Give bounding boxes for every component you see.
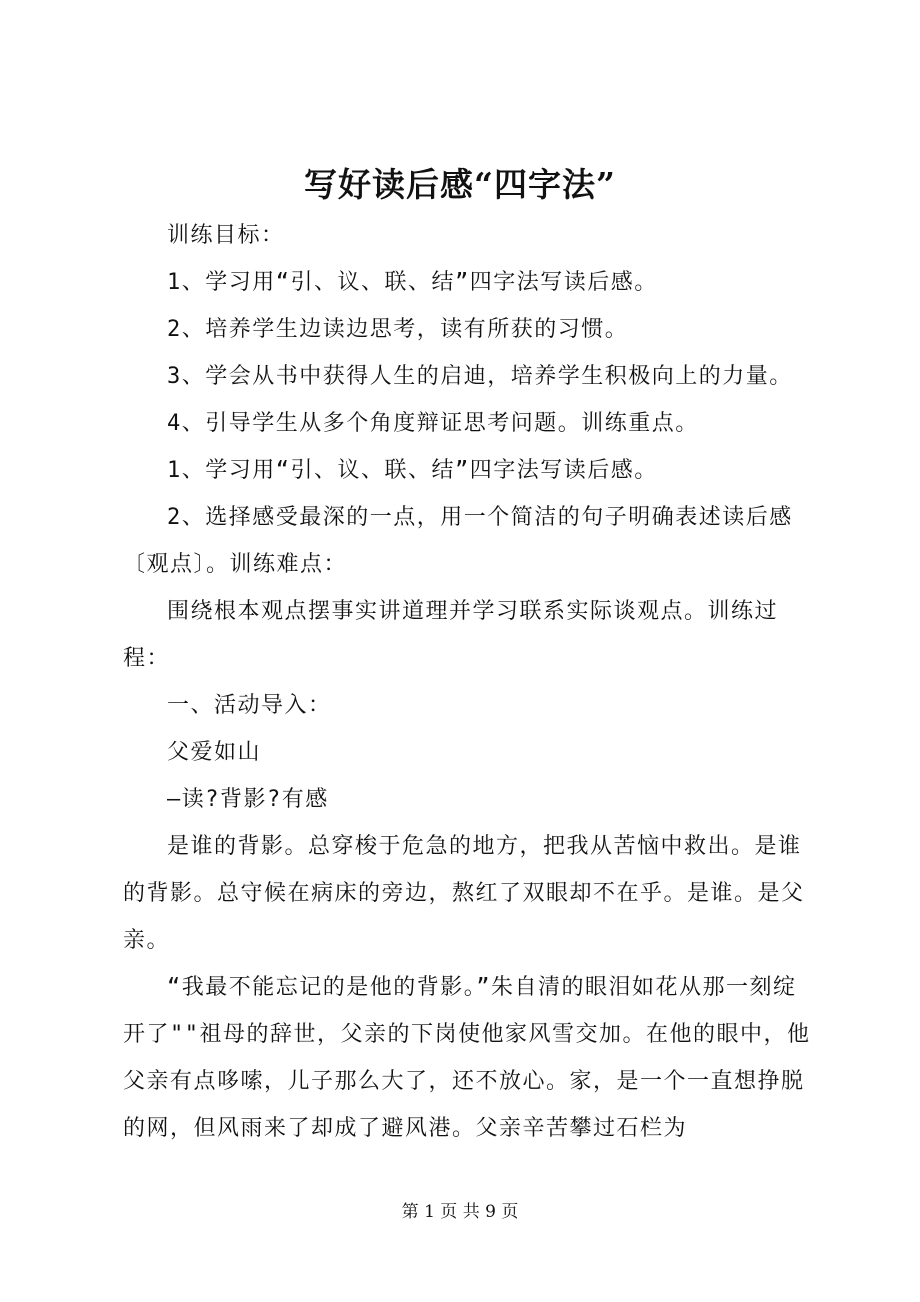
paragraph-essay-title: 父爱如山 (167, 740, 262, 765)
paragraph-essay-2: “我最不能忘记的是他的背影。”朱自清的眼泪如花从那一刻绽开了""祖母的辞世，父亲的下岗使他家风雪交加。在他的眼中，他父亲有点哆嗦，儿子那么大了，还不放心。家，是一个一直想挣脱的网，但风雨来了却成了避风港。父亲辛苦攀过石栏为 (123, 975, 811, 1141)
paragraph-activity-intro: 一、活动导入： (167, 693, 332, 718)
page-footer: 第 1 页 共 9 页 (401, 1202, 519, 1222)
paragraph-goal-2: 2、培养学生边读边思考，读有所获的习惯。 (167, 317, 629, 342)
document-body (123, 212, 813, 1152)
paragraph-essay-subtitle: —读?背影?有感 (167, 787, 329, 812)
paragraph-key-2: 2、选择感受最深的一点，用一个简洁的句子明确表述读后感〔观点〕。训练难点： (123, 505, 793, 577)
paragraph-difficulty: 围绕根本观点摆事实讲道理并学习联系实际谈观点。训练过程： (123, 599, 779, 671)
paragraph-essay-1: 是谁的背影。总穿梭于危急的地方，把我从苦恼中救出。是谁的背影。总守候在病床的旁边，熬红了双眼却不在乎。是谁。是父亲。 (123, 834, 805, 953)
paragraph-key-1: 1、学习用“引、议、联、结”四字法写读后感。 (167, 458, 658, 483)
paragraph-goal-3: 3、学会从书中获得人生的启迪，培养学生积极向上的力量。 (167, 364, 793, 389)
paragraph-goal-4: 4、引导学生从多个角度辩证思考问题。训练重点。 (167, 411, 699, 436)
paragraph-goal-1: 1、学习用“引、议、联、结”四字法写读后感。 (167, 270, 658, 295)
paragraph-training-goals: 训练目标： (167, 223, 285, 248)
document-title: 写好读后感“四字法” (304, 165, 616, 204)
